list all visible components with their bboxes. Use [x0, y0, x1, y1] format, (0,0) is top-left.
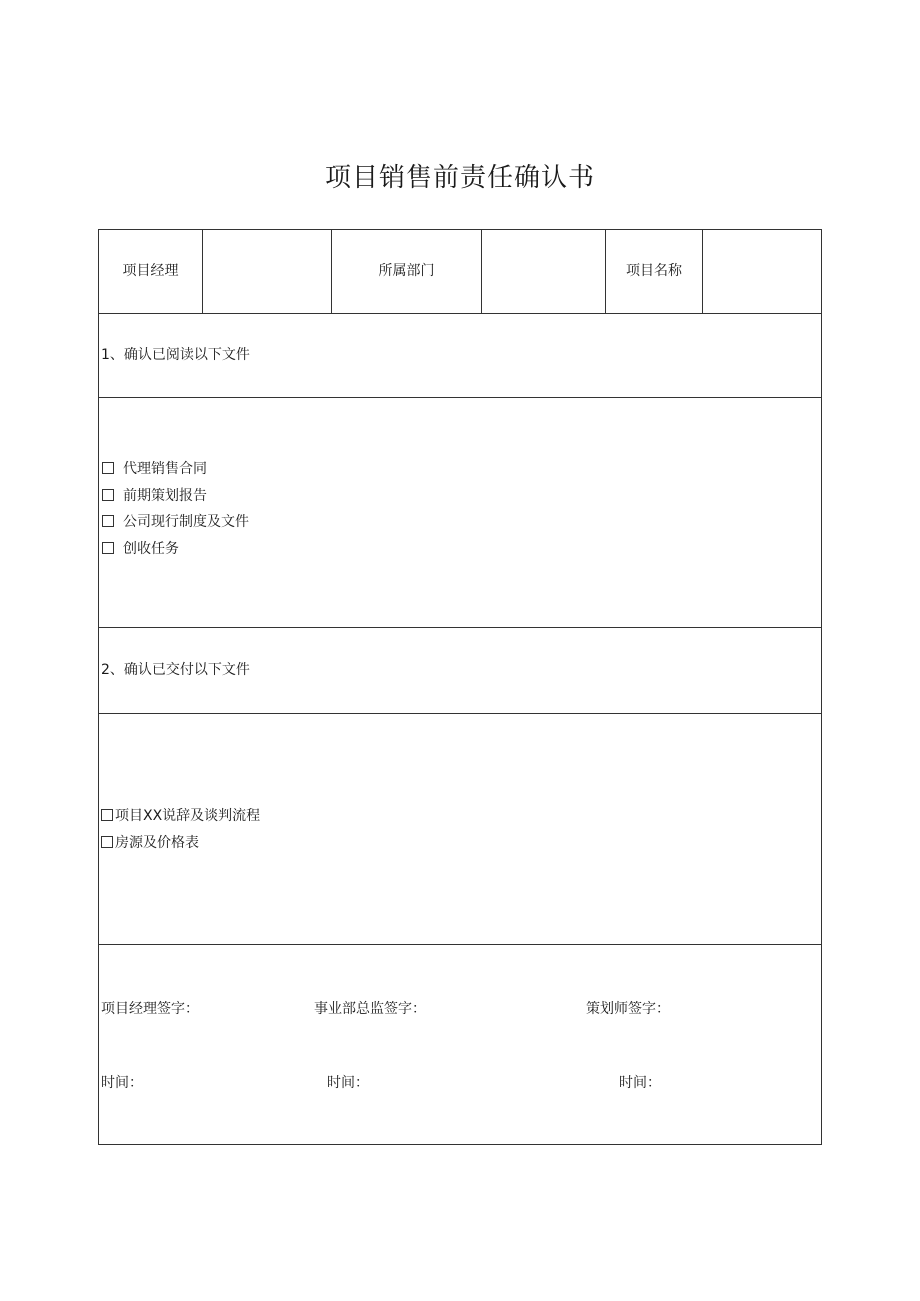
project-manager-label: 项目经理 [122, 263, 179, 279]
checklist-item-label: 前期策划报告 [123, 487, 207, 504]
checklist-item-label: 项目XX说辞及谈判流程 [115, 808, 261, 824]
checkbox[interactable] [101, 809, 113, 821]
department-label: 所属部门 [378, 263, 435, 279]
row-divider [99, 313, 821, 314]
section2-heading: 2、确认已交付以下文件 [101, 662, 250, 678]
project-name-field[interactable] [703, 231, 821, 312]
section1-heading: 1、确认已阅读以下文件 [101, 347, 250, 363]
list-item[interactable] [101, 513, 249, 540]
checkbox[interactable] [102, 515, 114, 527]
row-divider [99, 397, 821, 398]
planner-signature-label: 策划师签字： [586, 1001, 670, 1017]
project-manager-signature-label: 项目经理签字： [101, 1001, 199, 1017]
checkbox[interactable] [102, 542, 114, 554]
list-item[interactable] [101, 540, 249, 567]
checklist-item-label: 房源及价格表 [115, 834, 199, 851]
row-divider [99, 944, 821, 945]
checkbox[interactable] [102, 462, 114, 474]
row-divider [99, 627, 821, 628]
list-item[interactable] [101, 487, 249, 514]
section2-checklist [100, 807, 260, 860]
list-item[interactable] [100, 834, 260, 861]
confirmation-form [98, 229, 822, 1145]
project-manager-time-label: 时间： [101, 1075, 143, 1091]
division-director-signature-label: 事业部总监签字： [314, 1001, 426, 1017]
list-item[interactable] [101, 460, 249, 487]
project-manager-field[interactable] [203, 231, 330, 312]
checklist-item-label: 代理销售合同 [123, 461, 207, 477]
row-divider [99, 713, 821, 714]
checklist-item-label: 创收任务 [123, 540, 179, 557]
checklist-item-label: 公司现行制度及文件 [123, 514, 249, 530]
document-title: 项目销售前责任确认书 [324, 163, 595, 194]
department-field[interactable] [482, 231, 604, 312]
section1-checklist [101, 460, 249, 566]
planner-time-label: 时间： [619, 1075, 661, 1091]
checkbox[interactable] [101, 836, 113, 848]
project-name-label: 项目名称 [626, 263, 682, 279]
division-director-time-label: 时间： [327, 1075, 369, 1091]
list-item[interactable] [100, 807, 260, 834]
checkbox[interactable] [102, 489, 114, 501]
